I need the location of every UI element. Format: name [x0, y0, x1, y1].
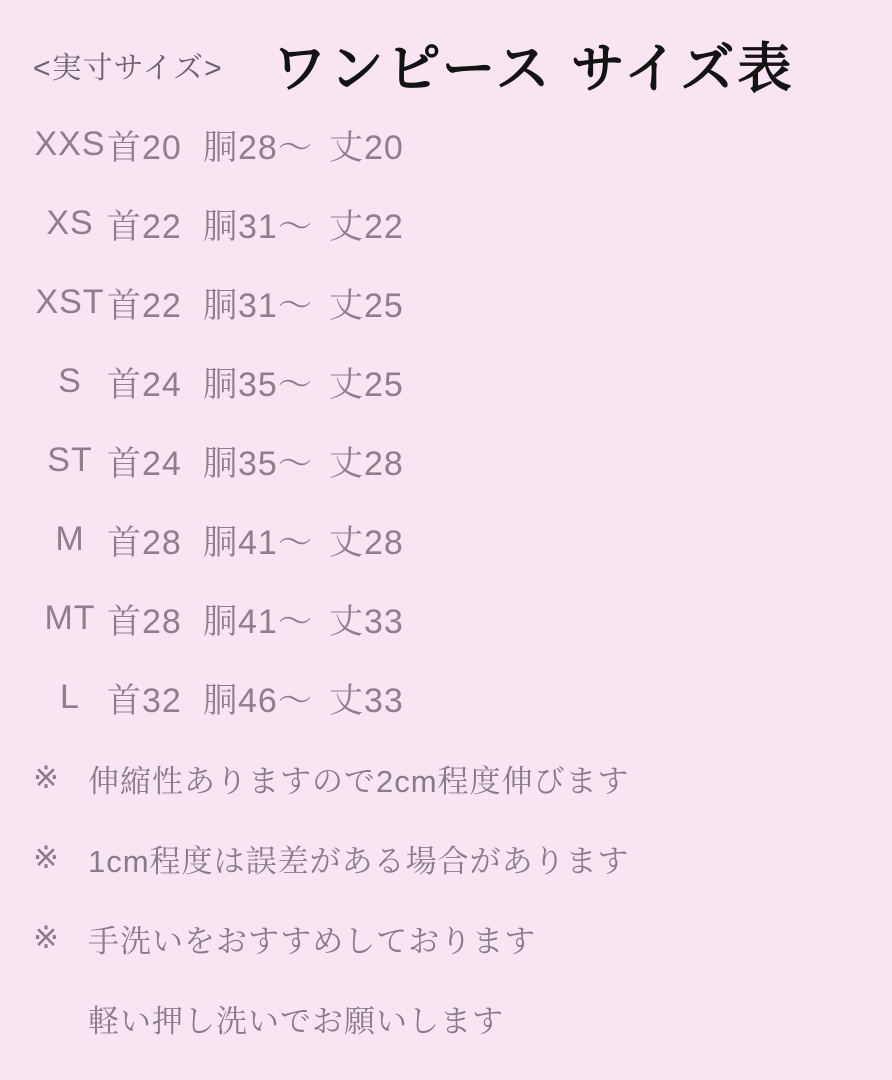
page-title: ワンピース サイズ表 [272, 39, 795, 99]
size-row [0, 421, 892, 500]
chest-cell: 胴41〜 [203, 603, 313, 641]
neck-cell: 首32 [107, 682, 182, 720]
length-cell: 丈25 [329, 287, 404, 325]
size-cell: M [55, 520, 85, 558]
note-text: 手洗いをおすすめしております [88, 923, 537, 959]
neck-cell: 首24 [107, 445, 182, 483]
neck-cell: 首28 [107, 524, 182, 562]
length-cell: 丈33 [329, 682, 404, 720]
note-text: 1cm程度は誤差がある場合があります [88, 843, 630, 879]
neck-cell: 首24 [107, 366, 182, 404]
size-row [0, 500, 892, 579]
chest-cell: 胴31〜 [203, 287, 313, 325]
size-row [0, 184, 892, 263]
length-cell: 丈20 [329, 129, 404, 167]
note-marker: ※ [33, 760, 60, 795]
size-row [0, 105, 892, 184]
chest-cell: 胴46〜 [203, 682, 313, 720]
size-table [0, 105, 892, 737]
size-cell: S [58, 362, 82, 400]
length-cell: 丈33 [329, 603, 404, 641]
chest-cell: 胴35〜 [203, 445, 313, 483]
chest-cell: 胴41〜 [203, 524, 313, 562]
note-row [0, 818, 892, 898]
note-row [0, 898, 892, 978]
chest-cell: 胴35〜 [203, 366, 313, 404]
neck-cell: 首20 [107, 129, 182, 167]
length-cell: 丈28 [329, 445, 404, 483]
length-cell: 丈25 [329, 366, 404, 404]
size-row [0, 658, 892, 737]
chest-cell: 胴31〜 [203, 208, 313, 246]
length-cell: 丈22 [329, 208, 404, 246]
note-text: 伸縮性ありますので2cm程度伸びます [88, 763, 630, 799]
note-marker: ※ [33, 840, 60, 875]
neck-cell: 首22 [107, 208, 182, 246]
size-cell: MT [44, 599, 96, 637]
size-row [0, 263, 892, 342]
notes-section [0, 738, 892, 1058]
size-cell: XST [35, 283, 105, 321]
size-cell: L [60, 678, 80, 716]
neck-cell: 首22 [107, 287, 182, 325]
size-row [0, 579, 892, 658]
note-text: 軽い押し洗いでお願いします [88, 1003, 504, 1039]
note-marker: ※ [33, 920, 60, 955]
chest-cell: 胴28〜 [203, 129, 313, 167]
header [0, 0, 892, 103]
neck-cell: 首28 [107, 603, 182, 641]
note-row [0, 978, 892, 1058]
size-row [0, 342, 892, 421]
size-cell: XXS [34, 125, 106, 163]
size-cell: ST [47, 441, 93, 479]
length-cell: 丈28 [329, 524, 404, 562]
note-row [0, 738, 892, 818]
measured-size-tag: <実寸サイズ> [33, 51, 223, 85]
size-cell: XS [46, 204, 94, 242]
